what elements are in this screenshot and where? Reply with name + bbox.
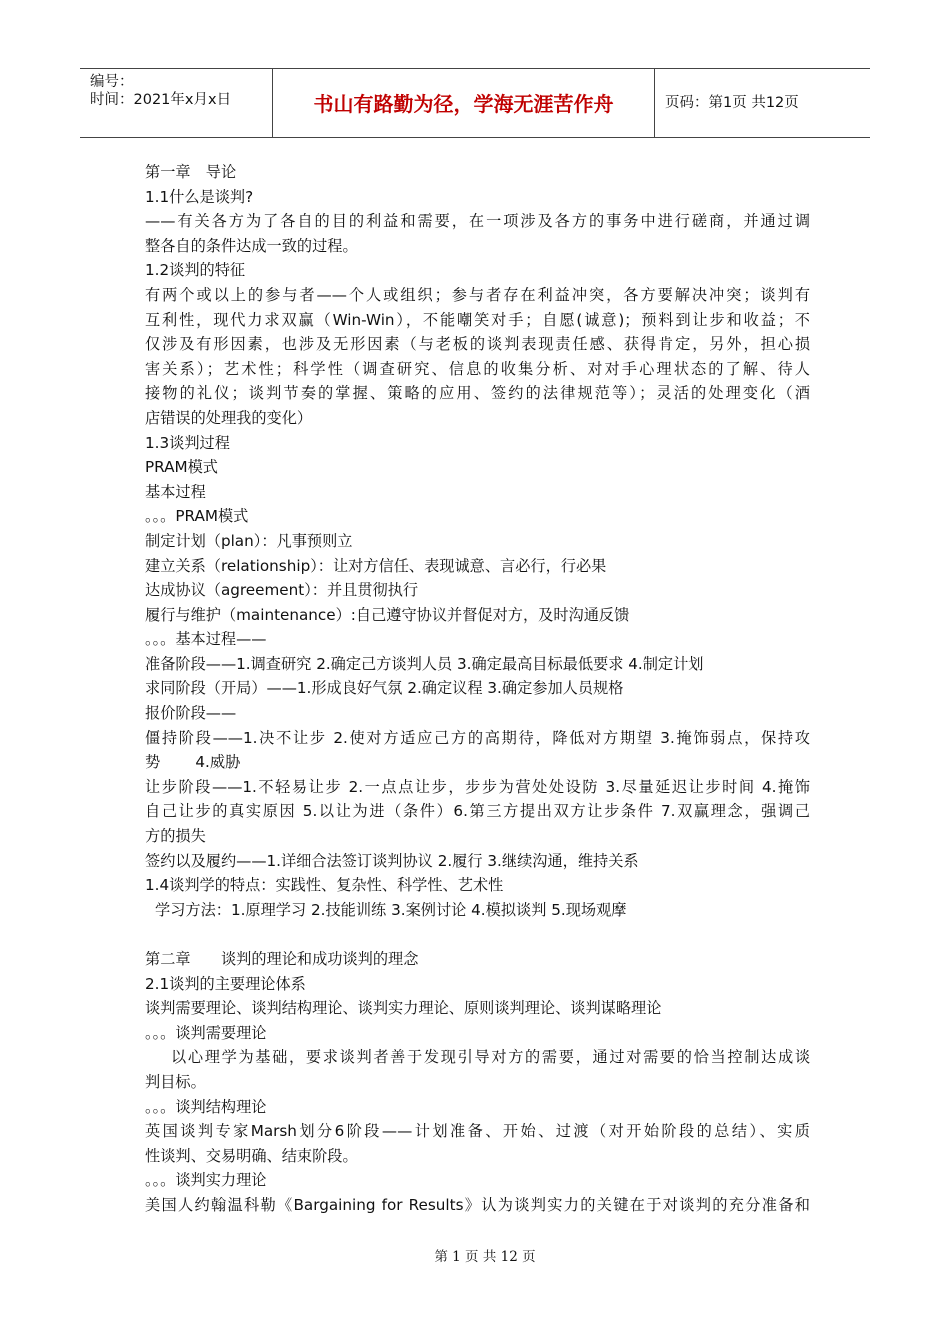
paragraph-line: 。。。谈判实力理论 (145, 1171, 267, 1190)
paragraph-line: 性谈判、交易明确、结束阶段。 (145, 1146, 358, 1165)
section-1-4-heading: 1.4谈判学的特点：实践性、复杂性、科学性、艺术性 (145, 876, 504, 895)
paragraph-line: 美国人约翰温科勒《Bargaining for Results》认为谈判实力的关键在于对谈判的充分准备和 (145, 1195, 810, 1214)
paragraph-line: 以心理学为基础，要求谈判者善于发现引导对方的需要，通过对需要的恰当控制达成谈 (171, 1048, 810, 1067)
paragraph-line: 履行与维护（maintenance）:自己遵守协议并督促对方，及时沟通反馈 (145, 605, 630, 624)
section-1-1-heading: 1.1什么是谈判? (145, 187, 254, 206)
page-info: 页码：第1页 共12页 (665, 95, 799, 111)
paragraph-line: 互利性，现代力求双赢（Win-Win），不能嘲笑对手；自愿(诚意)；预料到让步和收益；不 (145, 310, 810, 329)
paragraph-line: 基本过程 (145, 482, 206, 501)
paragraph-line: 。。。PRAM模式 (145, 507, 249, 526)
paragraph-line: PRAM模式 (145, 458, 218, 477)
paragraph-line: 建立关系（relationship）：让对方信任、表现诚意、言必行，行必果 (145, 556, 607, 575)
section-2-1-heading: 2.1谈判的主要理论体系 (145, 974, 306, 993)
header-info-cell (80, 69, 273, 137)
paragraph-line: 求同阶段（开局）——1.形成良好气氛 2.确定议程 3.确定参加人员规格 (145, 679, 624, 698)
chapter-2-heading: 第二章 谈判的理论和成功谈判的理念 (145, 950, 419, 968)
blank-line (145, 922, 810, 947)
chapter-1-heading: 第一章 导论 (145, 163, 237, 181)
paragraph-line: 僵持阶段——1.决不让步 2.使对方适应己方的高期待，降低对方期望 3.掩饰弱点，保持攻 (145, 728, 810, 747)
paragraph-line: 制定计划（plan）：凡事预则立 (145, 531, 353, 550)
paragraph-line: 方的损失 (145, 827, 206, 846)
paragraph-line: 有两个或以上的参与者——个人或组织；参与者存在利益冲突，各方要解决冲突；谈判有 (145, 285, 810, 304)
section-1-2-heading: 1.2谈判的特征 (145, 261, 246, 280)
time-label: 时间：2021年x月x日 (90, 92, 232, 108)
paragraph-line: 判目标。 (145, 1072, 206, 1091)
paragraph-line: 。。。基本过程—— (145, 630, 267, 649)
paragraph-line: 自己让步的真实原因 5.以让为进（条件）6.第三方提出双方让步条件 7.双赢理念，强调己 (145, 802, 810, 821)
paragraph-line: 达成协议（agreement）：并且贯彻执行 (145, 581, 419, 600)
paragraph-line: 势 4.威胁 (145, 753, 241, 772)
paragraph-line: 准备阶段——1.调查研究 2.确定己方谈判人员 3.确定最高目标最低要求 4.制定计划 (145, 654, 704, 673)
page-footer: 第 1 页 共 12 页 (434, 1249, 536, 1265)
paragraph-line: 英国谈判专家Marsh划分6阶段——计划准备、开始、过渡（对开始阶段的总结）、实质 (145, 1122, 810, 1141)
section-1-3-heading: 1.3谈判过程 (145, 433, 230, 452)
paragraph-line: 谈判需要理论、谈判结构理论、谈判实力理论、原则谈判理论、谈判谋略理论 (145, 999, 662, 1018)
paragraph-line: 害关系）；艺术性；科学性（调查研究、信息的收集分析、对对手心理状态的了解、待人 (145, 359, 810, 378)
paragraph-line: 接物的礼仪；谈判节奏的掌握、策略的应用、签约的法律规范等）；灵活的处理变化（酒 (145, 384, 810, 403)
document-body (145, 160, 810, 1218)
paragraph-line: 店错误的处理我的变化） (145, 408, 313, 427)
header-page-cell (655, 69, 870, 137)
paragraph-line: 仅涉及有形因素，也涉及无形因素（与老板的谈判表现责任感、获得肯定，另外，担心损 (145, 335, 810, 354)
paragraph-line: 学习方法：1.原理学习 2.技能训练 3.案例讨论 4.模拟谈判 5.现场观摩 (155, 900, 627, 919)
paragraph-line: 。。。谈判结构理论 (145, 1097, 267, 1116)
paragraph-line: 让步阶段——1.不轻易让步 2.一点点让步，步步为营处处设防 3.尽量延迟让步时间 4.掩饰 (145, 777, 810, 796)
header-motto-cell (273, 69, 655, 137)
paragraph-line: 签约以及履约——1.详细合法签订谈判协议 2.履行 3.继续沟通，维持关系 (145, 851, 639, 870)
paragraph-line: 整各自的条件达成一致的过程。 (145, 236, 358, 255)
page-header (80, 68, 870, 138)
paragraph-line: ——有关各方为了各自的目的利益和需要，在一项涉及各方的事务中进行磋商，并通过调 (145, 212, 810, 231)
paragraph-line: 报价阶段—— (145, 704, 237, 723)
paragraph-line: 。。。谈判需要理论 (145, 1023, 267, 1042)
motto-text: 书山有路勤为径，学海无涯苦作舟 (313, 92, 614, 116)
code-label: 编号： (90, 74, 134, 90)
